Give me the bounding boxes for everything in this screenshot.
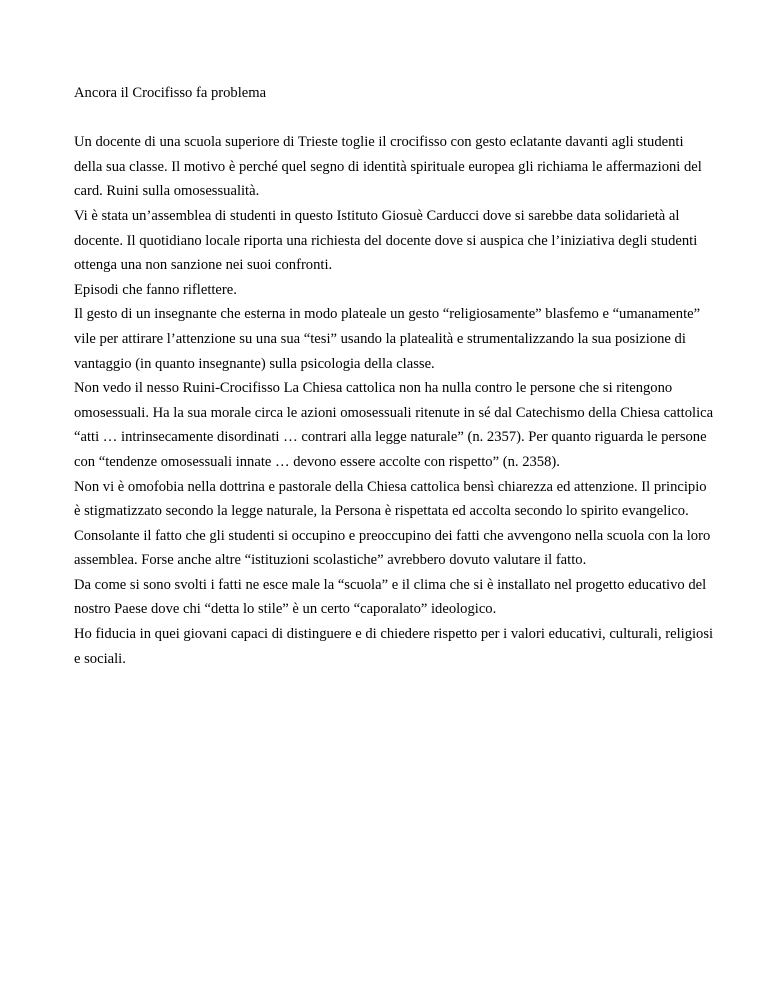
paragraph-5: Non vedo il nesso Ruini-Crocifisso La Chiesa cattolica non ha nulla contro le persone che si ritengono omosessuali. Ha la sua morale circa le azioni omosessuali ritenute in sé dal Catechismo della Chiesa cattolica “atti … intrinsecamente disordinati … contrari alla legge naturale” (n. 2357). Per quanto riguarda le persone con “tendenze omosessuali innate … devono essere accolte con rispetto” (n. 2358). [74, 380, 714, 470]
paragraph-2: Vi è stata un’assemblea di studenti in questo Istituto Giosuè Carducci dove si sarebbe data solidarietà al docente. Il quotidiano locale riporta una richiesta del docente dove si auspica che l’iniziativa degli studenti ottenga una non sanzione nei suoi confronti. [74, 207, 698, 274]
paragraph-8: Da come si sono svolti i fatti ne esce male la “scuola” e il clima che si è installato nel progetto educativo del nostro Paese dove chi “detta lo stile” è un certo “caporalato” ideologico. [74, 576, 707, 618]
paragraph-6: Non vi è omofobia nella dottrina e pastorale della Chiesa cattolica bensì chiarezza ed attenzione. Il principio è stigmatizzato secondo la legge naturale, la Persona è rispettata ed accolta secondo lo spirito evangelico. [74, 478, 707, 520]
document-title: Ancora il Crocifisso fa problema [74, 85, 267, 101]
paragraph-3: Episodi che fanno riflettere. [74, 281, 237, 298]
document-body [74, 81, 714, 671]
paragraph-7: Consolante il fatto che gli studenti si occupino e preoccupino dei fatti che avvengono nella scuola con la loro assemblea. Forse anche altre “istituzioni scolastiche” avrebbero dovuto valutare il fatto. [74, 527, 711, 569]
paragraph-9: Ho fiducia in quei giovani capaci di distinguere e di chiedere rispetto per i valori educativi, culturali, religiosi e sociali. [74, 626, 714, 667]
paragraph-4: Il gesto di un insegnante che esterna in modo plateale un gesto “religiosamente” blasfemo e “umanamente” vile per attirare l’attenzione su una sua “tesi” usando la platealità e strumentalizzando la sua posizione di vantaggio (in quanto insegnante) sulla psicologia della classe. [74, 306, 701, 372]
paragraph-1: Un docente di una scuola superiore di Trieste toglie il crocifisso con gesto eclatante davanti agli studenti della sua classe. Il motivo è perché quel segno di identità spirituale europea gli richiama le affermazioni del card. Ruini sulla omosessualità. [74, 134, 702, 200]
